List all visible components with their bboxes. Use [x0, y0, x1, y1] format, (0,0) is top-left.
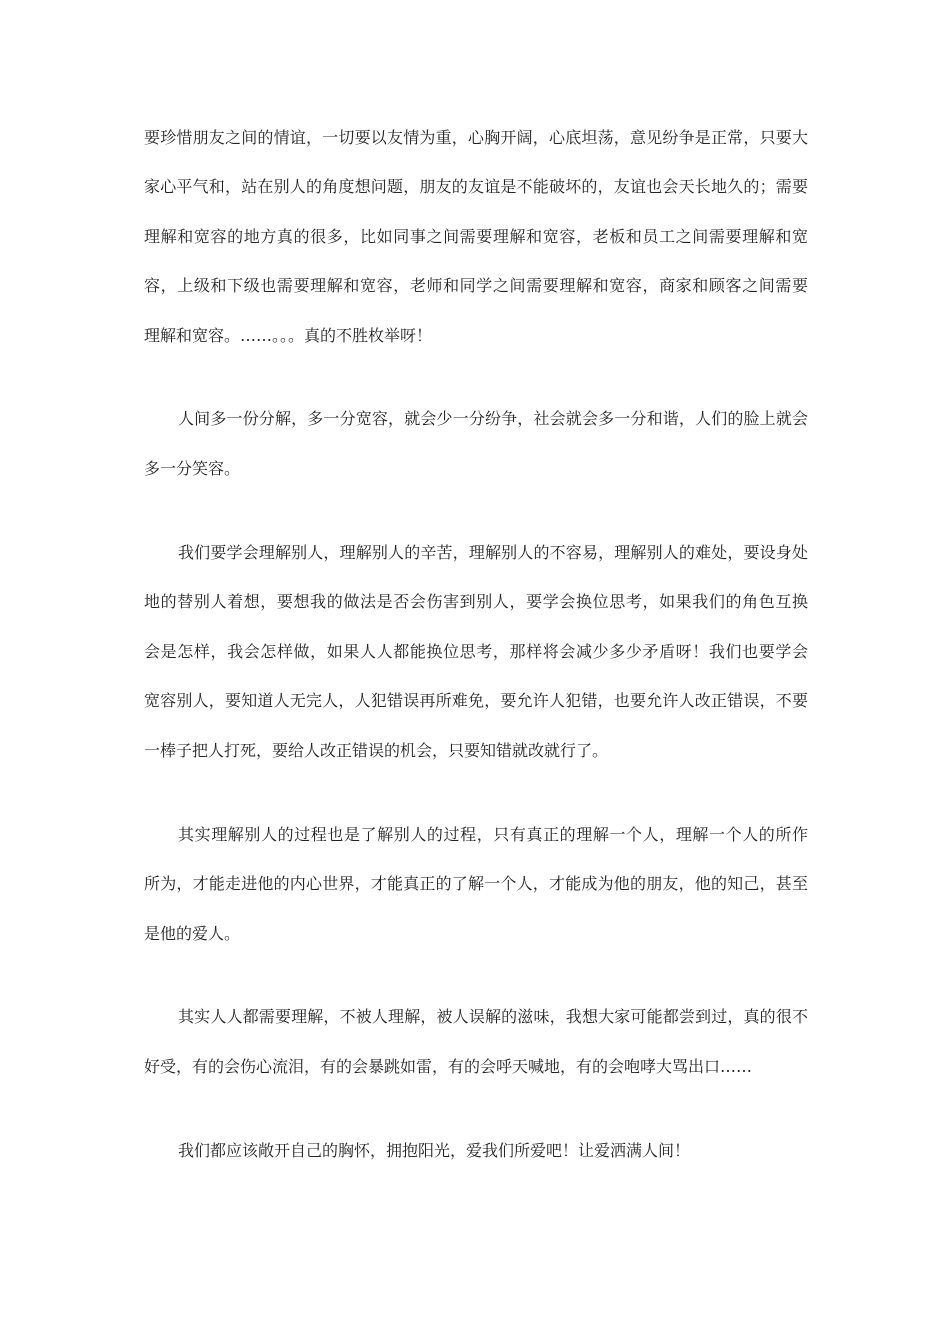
text-line: 所为，才能走进他的内心世界，才能真正的了解一个人，才能成为他的朋友，他的知己，甚至	[144, 874, 808, 893]
text-line: 其实人人都需要理解，不被人理解，被人误解的滋味，我想大家可能都尝到过，真的很不	[178, 1007, 808, 1026]
text-line: 容，上级和下级也需要理解和宽容，老师和同学之间需要理解和宽容，商家和顾客之间需要	[144, 276, 808, 295]
text-line: 多一分笑容。	[144, 459, 241, 478]
text-line: 要珍惜朋友之间的情谊，一切要以友情为重，心胸开阔，心底坦荡，意见纷争是正常，只要大	[144, 128, 808, 147]
text-line: 是他的爱人。	[144, 924, 241, 943]
text-line: 其实理解别人的过程也是了解别人的过程，只有真正的理解一个人，理解一个人的所作	[178, 825, 808, 844]
text-line: 我们要学会理解别人，理解别人的辛苦，理解别人的不容易，理解别人的难处，要设身处	[178, 543, 808, 562]
text-line: 一棒子把人打死，要给人改正错误的机会，只要知错就改就行了。	[144, 741, 609, 760]
text-line: 好受，有的会伤心流泪，有的会暴跳如雷，有的会呼天喊地，有的会咆哮大骂出口……	[144, 1057, 753, 1076]
text-line: 理解和宽容的地方真的很多，比如同事之间需要理解和宽容，老板和员工之间需要理解和宽	[144, 227, 808, 246]
text-line: 我们都应该敞开自己的胸怀，拥抱阳光，爱我们所爱吧！让爱洒满人间！	[178, 1141, 691, 1160]
text-line: 会是怎样，我会怎样做，如果人人都能换位思考，那样将会减少多少矛盾呀！我们也要学会	[144, 642, 808, 661]
text-line: 地的替别人着想，要想我的做法是否会伤害到别人，要学会换位思考，如果我们的角色互换	[144, 592, 808, 611]
text-line: 理解和宽容。……。。。真的不胜枚举呀！	[144, 326, 433, 345]
text-line: 家心平气和，站在别人的角度想问题，朋友的友谊是不能破坏的，友谊也会天长地久的；需要	[144, 177, 808, 196]
text-line: 人间多一份分解，多一分宽容，就会少一分纷争，社会就会多一分和谐，人们的脸上就会	[178, 409, 808, 428]
text-line: 宽容别人，要知道人无完人，人犯错误再所难免，要允许人犯错，也要允许人改正错误，不要	[144, 691, 808, 710]
